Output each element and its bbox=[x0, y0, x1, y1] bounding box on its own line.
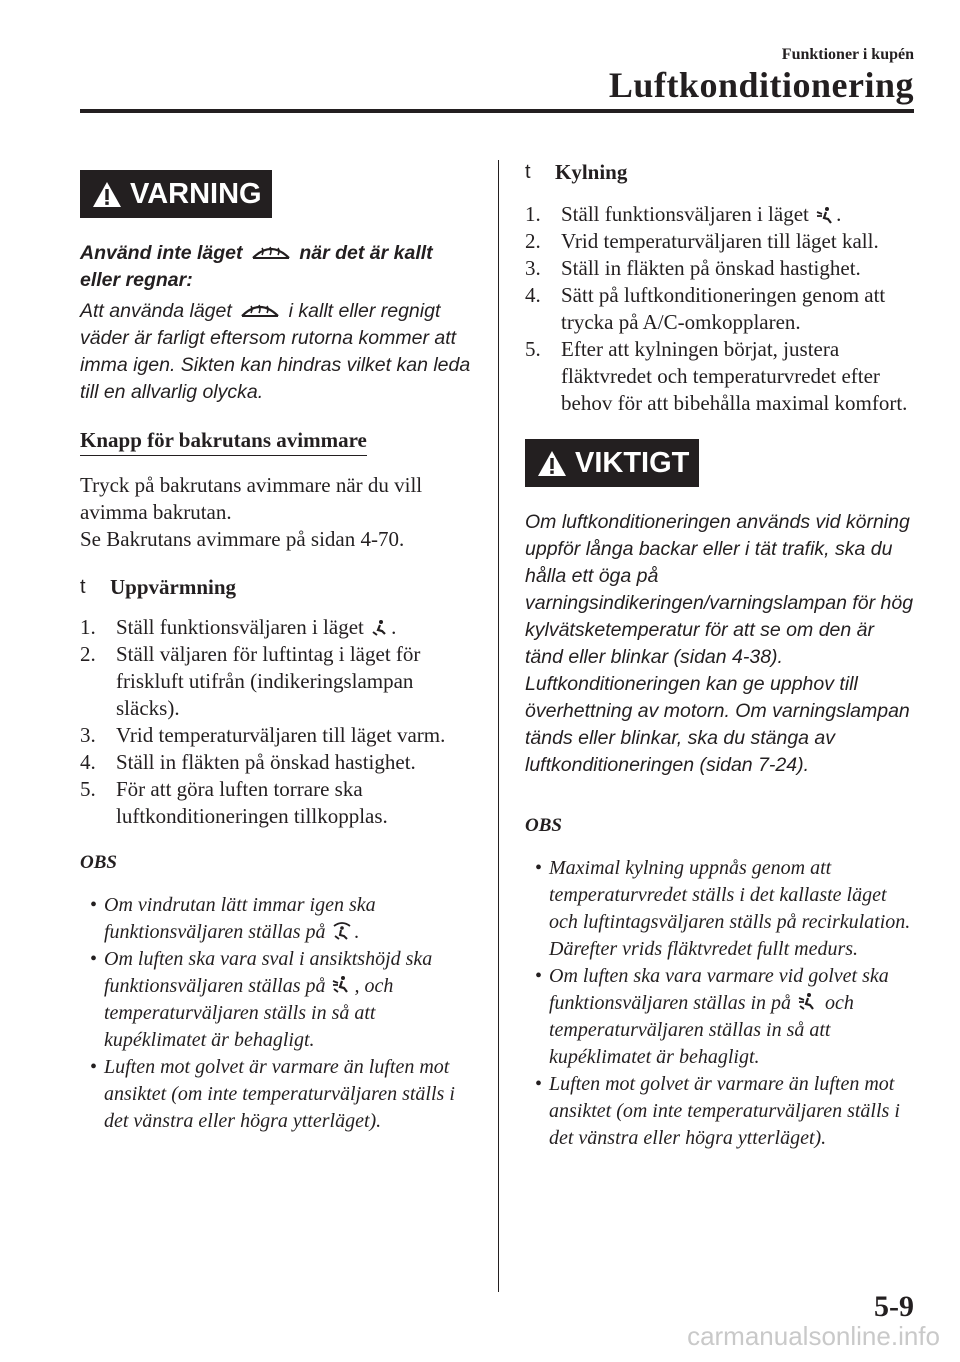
warning-triangle-icon bbox=[92, 181, 122, 208]
warning-body-pre: Att använda läget bbox=[80, 300, 232, 322]
right-column bbox=[525, 160, 915, 1152]
warning-title-post: när det är kallt eller regnar: bbox=[80, 242, 433, 291]
important-body: Om luftkonditioneringen används vid körning uppför långa backar eller i tät trafik, ska du hålla ett öga på varningsindikeringen/varningslampan för hög kylvätsketemperatur för att se om den är tänd eller blinkar (sidan 4-38). Luftkonditioneringen kan ge upphov till överhettning av motorn. Om varningslampan tänds eller blinkar, ska du stänga av luftkonditioneringen (sidan 7-24). bbox=[525, 511, 914, 776]
warning-body-post: i kallt eller regnigt väder är farligt eftersom rutorna kommer att imma igen. Sikten kan hindras vilket kan leda till en allvarlig olycka. bbox=[80, 300, 471, 403]
step-number: 4. bbox=[80, 750, 96, 774]
page-title: Luftkonditionering bbox=[608, 65, 914, 105]
rear-defogger-heading: Knapp för bakrutans avimmare bbox=[80, 428, 367, 456]
note-text: Om vindrutan lätt immar igen ska funktionsväljaren ställas på bbox=[104, 894, 376, 943]
note-text: Om luften ska vara sval i ansiktshöjd ska funktionsväljaren ställas på bbox=[104, 948, 433, 997]
step-number: 5. bbox=[525, 337, 541, 361]
list-item bbox=[80, 892, 472, 946]
cooling-steps bbox=[525, 201, 915, 417]
heating-notes bbox=[80, 892, 472, 1135]
windshield-defrost-icon bbox=[250, 242, 292, 262]
step-number: 4. bbox=[525, 283, 541, 307]
step-text: Sätt på luftkonditioneringen genom att trycka på A/C-omkopplaren. bbox=[561, 283, 886, 334]
step-text: Ställ funktionsväljaren i läget bbox=[561, 202, 809, 226]
bullet: • bbox=[535, 965, 543, 987]
bi-level-mode-icon bbox=[798, 992, 818, 1012]
cooling-marker: t bbox=[525, 161, 531, 183]
step-text: Vrid temperaturväljaren till läget varm. bbox=[116, 723, 446, 747]
note-text-end: , och temperaturväljaren ställs in så att kupéklimatet är behagligt. bbox=[104, 975, 394, 1051]
step-number: 3. bbox=[525, 256, 541, 280]
cooling-heading bbox=[525, 160, 915, 185]
note-text: Maximal kylning uppnås genom att temperaturvredet ställs i det kallaste läget och luftintagsväljaren ställs på recirkulation. Därefter vrids fläktvredet fullt medurs. bbox=[549, 857, 911, 960]
heating-obs-label: OBS bbox=[80, 852, 117, 873]
watermark: carmanualsonline.info bbox=[687, 1321, 940, 1351]
note-text: Luften mot golvet är varmare än luften mot ansiktet (om inte temperaturväljaren ställs i det vänstra eller högra ytterläget). bbox=[104, 1056, 455, 1132]
list-item bbox=[525, 336, 915, 417]
step-number: 5. bbox=[80, 777, 96, 801]
rear-defogger-text: Tryck på bakrutans avimmare när du vill avimma bakrutan. bbox=[80, 473, 423, 524]
list-item bbox=[525, 963, 915, 1071]
rear-defogger-reference: Se Bakrutans avimmare på sidan 4-70. bbox=[80, 527, 405, 551]
step-text: Ställ funktionsväljaren i läget bbox=[116, 615, 364, 639]
bullet: • bbox=[535, 1073, 543, 1095]
list-item bbox=[80, 776, 472, 830]
warning-label: VARNING bbox=[130, 177, 262, 210]
header-rule bbox=[80, 109, 914, 113]
note-text: Om luften ska vara varmare vid golvet ska funktionsväljaren ställas in på bbox=[549, 965, 889, 1014]
heating-heading bbox=[80, 575, 472, 600]
important-badge bbox=[525, 439, 699, 487]
list-item bbox=[80, 1054, 472, 1135]
floor-defrost-mode-icon bbox=[332, 921, 352, 941]
step-number: 2. bbox=[525, 229, 541, 253]
step-text: För att göra luften torrare ska luftkonditioneringen tillkopplas. bbox=[116, 777, 388, 828]
list-item bbox=[525, 201, 915, 228]
step-text-end: . bbox=[391, 615, 397, 639]
list-item bbox=[80, 722, 472, 749]
step-text: Efter att kylningen börjat, justera fläktvredet och temperaturvredet efter behov för att bibehålla maximal komfort. bbox=[561, 337, 908, 415]
header-section: Funktioner i kupén bbox=[781, 46, 914, 63]
step-text: Vrid temperaturväljaren till läget kall. bbox=[561, 229, 879, 253]
heating-steps bbox=[80, 614, 472, 830]
list-item bbox=[80, 614, 472, 641]
heating-marker: t bbox=[80, 576, 86, 598]
list-item bbox=[525, 855, 915, 963]
note-text-end: . bbox=[354, 921, 360, 943]
step-number: 1. bbox=[80, 615, 96, 639]
important-box bbox=[525, 439, 915, 487]
cooling-obs-label: OBS bbox=[525, 815, 562, 836]
list-item bbox=[525, 282, 915, 336]
important-label: VIKTIGT bbox=[575, 446, 690, 479]
warning-box bbox=[80, 170, 472, 218]
list-item bbox=[525, 255, 915, 282]
bi-level-mode-icon bbox=[332, 975, 352, 995]
step-number: 2. bbox=[80, 642, 96, 666]
note-text-end: och temperaturväljaren ställas in så att kupéklimatet är behagligt. bbox=[549, 992, 854, 1068]
step-text: Ställ in fläkten på önskad hastighet. bbox=[561, 256, 861, 280]
bullet: • bbox=[90, 1056, 98, 1078]
warning-title-pre: Använd inte läget bbox=[80, 242, 243, 264]
note-text: Luften mot golvet är varmare än luften mot ansiktet (om inte temperaturväljaren ställs i det vänstra eller högra ytterläget). bbox=[549, 1073, 900, 1149]
list-item bbox=[525, 228, 915, 255]
warning-body bbox=[80, 298, 472, 406]
warning-triangle-icon bbox=[537, 450, 567, 477]
vent-mode-icon bbox=[816, 206, 834, 224]
warning-title bbox=[80, 240, 472, 294]
list-item bbox=[525, 1071, 915, 1152]
bullet: • bbox=[535, 857, 543, 879]
step-number: 1. bbox=[525, 202, 541, 226]
bullet: • bbox=[90, 948, 98, 970]
column-divider bbox=[498, 160, 499, 1292]
cooling-notes bbox=[525, 855, 915, 1152]
cooling-heading-text: Kylning bbox=[555, 160, 628, 184]
heating-heading-text: Uppvärmning bbox=[110, 575, 237, 599]
warning-badge bbox=[80, 170, 272, 218]
step-text: Ställ väljaren för luftintag i läget för friskluft utifrån (indikeringslampan släcks). bbox=[116, 642, 421, 720]
windshield-defrost-icon bbox=[239, 300, 281, 320]
step-number: 3. bbox=[80, 723, 96, 747]
bullet: • bbox=[90, 894, 98, 916]
left-column bbox=[80, 160, 472, 1135]
list-item bbox=[80, 946, 472, 1054]
floor-mode-icon bbox=[371, 619, 389, 637]
list-item bbox=[80, 641, 472, 722]
step-text-end: . bbox=[836, 202, 842, 226]
page-number: 5-9 bbox=[874, 1290, 914, 1323]
list-item bbox=[80, 749, 472, 776]
step-text: Ställ in fläkten på önskad hastighet. bbox=[116, 750, 416, 774]
